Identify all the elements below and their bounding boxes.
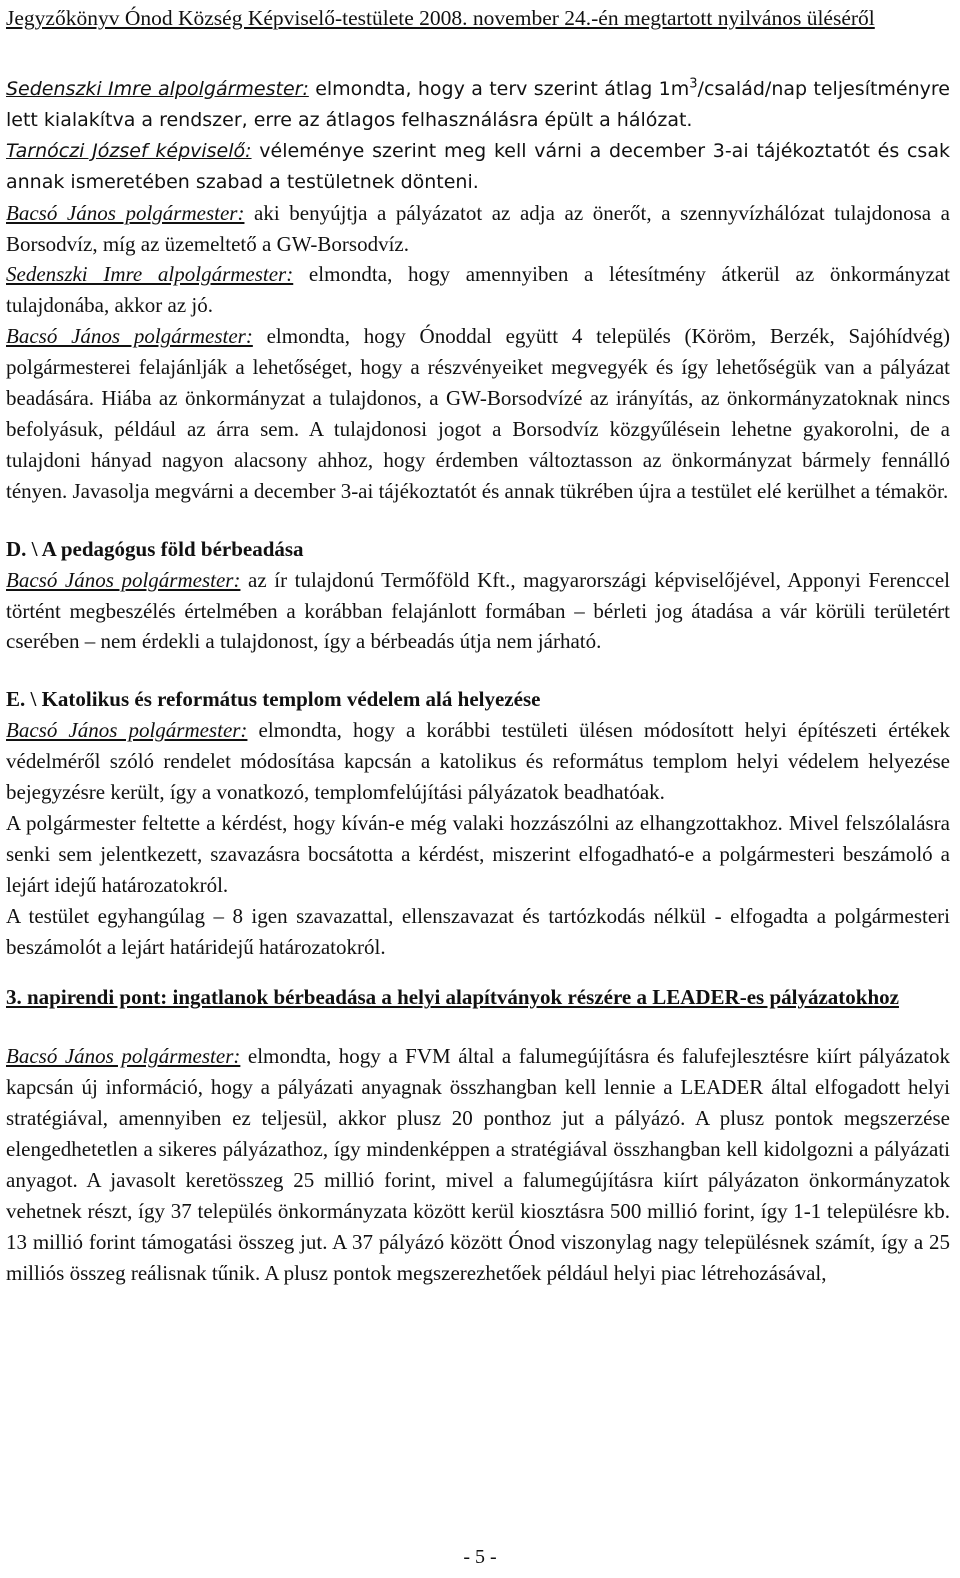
paragraph-sedenszki-2 [6, 259, 950, 321]
paragraph-text: elmondta, hogy a FVM által a falumegújításra és falufejlesztésre kiírt pályázatok kapcsán új információ, hogy a pályázati anyagnak összhangban kell lennie a LEADER által elfogadott helyi stratégiával, amennyiben ez teljesül, akkor plusz 20 ponthoz jut a pályázó. A plusz pontok megszerzése elengedhetetlen a sikeres pályázathoz, így mindenképpen a stratégiával összhangban kell kidolgozni a pályázati anyagot. A javasolt keretösszeg 25 millió forint, mivel a falumegújításra kiírt pályázaton önkormányzatok vehetnek részt, így 37 település önkormányzata között kerül kiosztásra 500 millió forint, így 1-1 településre kb. 13 millió forint támogatási összeg jut. A 37 pályázó között Ónod viszonylag nagy településnek számít, így a 25 milliós összeg reálisnak tűnik. A plusz pontok megszerezhetőek például helyi piac létrehozásával, [6, 1044, 950, 1285]
agenda-item-3-title: 3. napirendi pont: ingatlanok bérbeadása a helyi alapítványok részére a LEADER-es pályázatokhoz [6, 985, 899, 1010]
paragraph-text: /család/nap teljesítményre lett kialakítva a rendszer, erre az átlagos felhasználásra épült a hálózat. [6, 78, 950, 131]
speaker-label: Bacsó János polgármester: [6, 567, 241, 592]
paragraph-text: aki benyújtja a pályázatot az adja az önerőt, a szennyvízhálózat tulajdonosa a Borsodvíz, míg az üzemeltető a GW-Borsodvíz. [6, 200, 950, 256]
paragraph-section-d [6, 565, 950, 658]
paragraph-section-e-3: A testület egyhangúlag – 8 igen szavazattal, ellenszavazat és tartózkodás nélkül - elfogadta a polgármesteri beszámolót a lejárt határidejű határozatokról. [6, 903, 950, 959]
speaker-label: Tarnóczi József képviselő: [6, 139, 252, 162]
spacer [6, 962, 950, 982]
paragraph-text: elmondta, hogy Ónoddal együtt 4 település (Köröm, Berzék, Sajóhídvég) polgármesterei felajánlják a lehetőséget, hogy a részvényeiket megvegyék és így lehetőségük van a pályázat beadására. Hiába az önkormányzat a tulajdonos, a GW-Borsodvízé az irányítás, az önkormányzatoknak nincs befolyásuk, például az árra sem. A tulajdonosi jogot a Borsodvíz közgyűlésein lehetne gyakorolni, de a tulajdoni hányad nagyon alacsony ahhoz, hogy érdemben változtasson az önkormányzat bármely fennálló tényen. Javasolja megvárni a december 3-ai tájékoztatót és annak tükrében újra a testület elé kerülhet a témakör. [6, 324, 950, 503]
speaker-label: Sedenszki Imre alpolgármester: [6, 78, 309, 100]
paragraph-text: elmondta, hogy amennyiben a létesítmény átkerül az önkormányzat tulajdonába, akkor az jó. [6, 262, 950, 318]
page-number: - 5 - [463, 1546, 497, 1568]
paragraph-text: elmondta, hogy a korábbi testületi ülésen módosított helyi építészeti értékek védelméről szóló rendelet módosítása kapcsán a katolikus és református templom helyi védelem helyezése bejegyzésre került, így a vonatkozó, templomfelújítási pályázatok beadhatóak. [6, 718, 950, 805]
paragraph-text: az ír tulajdonú Termőföld Kft., magyarországi képviselőjével, Apponyi Ferenccel történt megbeszélés értelmében a korábban felajánlott formában – bérleti jog átadása a vár körüli területért cserében – nem érdekli a tulajdonost, így a bérbeadás útja nem járható. [6, 567, 950, 654]
speaker-label: Bacsó János polgármester: [6, 324, 253, 349]
section-title-d: D. \ A pedagógus föld bérbeadása [6, 536, 304, 561]
paragraph-section-e-2: A polgármester feltette a kérdést, hogy kíván-e még valaki hozzászólni az elhangzottakhoz. Mivel felszólalásra senki sem jelentkezett, szavazásra bocsátotta a kérdést, miszerint elfogadható-e a polgármesteri beszámoló a lejárt idejű határozatokról. [6, 810, 950, 897]
speaker-label: Bacsó János polgármester: [6, 200, 245, 225]
speaker-label: Sedenszki Imre alpolgármester: [6, 262, 294, 287]
running-header: Jegyzőkönyv Ónod Község Képviselő-testülete 2008. november 24.-én megtartott nyilvános üléséről [6, 6, 875, 30]
spacer [6, 1013, 950, 1041]
superscript: 3 [689, 76, 698, 92]
paragraph-agenda-3 [6, 1041, 950, 1288]
document-body [6, 74, 950, 1289]
speaker-label: Bacsó János polgármester: [6, 718, 248, 743]
paragraph-tarnoczi [6, 136, 950, 198]
paragraph-bacso-2 [6, 321, 950, 506]
paragraph-text: véleménye szerint meg kell várni a december 3-ai tájékoztatót és csak annak ismeretében szabad a testületnek dönteni. [6, 139, 950, 193]
paragraph-bacso-1 [6, 198, 950, 260]
paragraph-section-e-1 [6, 715, 950, 808]
paragraph-sedenszki-1 [6, 74, 950, 136]
speaker-label: Bacsó János polgármester: [6, 1044, 241, 1069]
spacer [6, 507, 950, 534]
section-title-e: E. \ Katolikus és református templom védelem alá helyezése [6, 687, 541, 712]
spacer [6, 657, 950, 684]
paragraph-text: elmondta, hogy a terv szerint átlag 1m [308, 78, 690, 100]
